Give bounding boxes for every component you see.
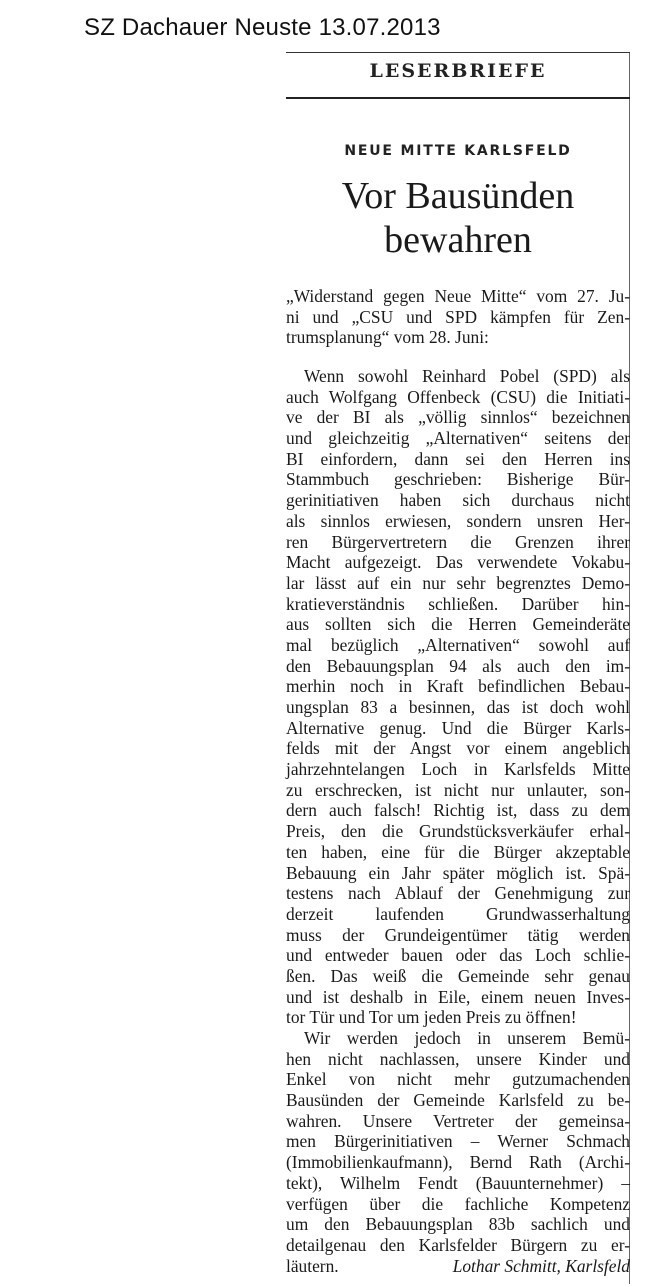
author-signature: Lothar Schmitt, Karlsfeld: [452, 1255, 630, 1276]
article-headline: [286, 174, 630, 262]
body-line: derzeit laufenden Grundwasserhaltung: [286, 903, 630, 924]
body-line: verfügen über die fachliche Kompetenz: [286, 1193, 630, 1214]
reference-paragraph: [286, 286, 630, 348]
closing-word: läutern.: [286, 1255, 339, 1276]
body-line: lar lässt auf ein nur sehr begrenztes Demo-: [286, 572, 630, 593]
body-line: als sinnlos erwiesen, sondern unsren Her-: [286, 510, 630, 531]
reference-line: „Widerstand gegen Neue Mitte“ vom 27. Ju-: [286, 286, 630, 306]
body-line: und gleichzeitig „Alternativen“ seitens der: [286, 428, 630, 449]
body-line: Alternative genug. Und die Bürger Karls-: [286, 717, 630, 738]
body-line: mal bezüglich „Alternativen“ sowohl auf: [286, 634, 630, 655]
article-kicker: NEUE MITTE KARLSFELD: [344, 143, 572, 159]
body-line: testens nach Ablauf der Genehmigung zur: [286, 883, 630, 904]
body-line: ungsplan 83 a besinnen, das ist doch wohl: [286, 697, 630, 717]
body-line: merhin noch in Kraft befindlichen Bebau-: [286, 676, 630, 697]
body-line: tekt), Wilhelm Fendt (Bauunternehmer) –: [286, 1172, 630, 1193]
body-line: Wir werden jedoch in unserem Bemü-: [304, 1028, 630, 1048]
body-line: ren Bürgervertretern die Grenzen ihrer: [286, 531, 630, 552]
body-line: ve der BI als „völlig sinnlos“ bezeichnen: [286, 407, 630, 428]
body-line: felds mit der Angst vor einem angeblich: [286, 738, 630, 759]
body-line: gerinitiativen haben sich durchaus nicht: [286, 490, 630, 511]
closing-line: [286, 1256, 630, 1277]
body-line: jahrzehntelangen Loch in Karlsfelds Mitte: [286, 759, 630, 780]
body-line: (Immobilienkaufmann), Bernd Rath (Archi-: [286, 1152, 630, 1173]
headline-line: Vor Bausünden: [341, 175, 575, 217]
reference-line: trumsplanung“ vom 28. Juni:: [286, 327, 489, 348]
body-line: ßen. Das weiß die Gemeinde sehr genau: [286, 965, 630, 986]
body-line: dern auch falsch! Richtig ist, dass zu dem: [286, 800, 630, 821]
headline-line: bewahren: [384, 219, 532, 261]
body-line: tor Tür und Tor um jeden Preis zu öffnen!: [286, 1007, 577, 1028]
body-line: ten haben, eine für die Bürger akzeptable: [286, 841, 630, 862]
body-line: hen nicht nachlassen, unsere Kinder und: [286, 1048, 630, 1069]
letter-body: [286, 366, 630, 1276]
body-line: BI einfordern, dann sei den Herren ins: [286, 448, 630, 469]
reference-line: ni und „CSU und SPD kämpfen für Zen-: [286, 306, 630, 327]
body-line: kratieverständnis schließen. Darüber hin-: [286, 593, 630, 614]
body-line: Macht aufgezeigt. Das verwendete Vokabu-: [286, 552, 630, 573]
body-line: muss der Grundeigentümer tätig werden: [286, 924, 630, 945]
newspaper-source-label: SZ Dachauer Neuste 13.07.2013: [84, 14, 441, 41]
body-line: Enkel von nicht mehr gutzumachenden: [286, 1069, 630, 1090]
body-line: und ist deshalb in Eile, einem neuen Inves-: [286, 986, 630, 1007]
body-line: men Bürgerinitiativen – Werner Schmach: [286, 1131, 630, 1152]
body-line: Bausünden der Gemeinde Karlsfeld zu be-: [286, 1090, 630, 1111]
body-line: zu erschrecken, ist nicht nur unlauter, son-: [286, 779, 630, 800]
body-line: Stammbuch geschrieben: Bisherige Bür-: [286, 469, 630, 490]
body-line: Bebauung ein Jahr später möglich ist. Spä-: [286, 862, 630, 883]
body-line: den Bebauungsplan 94 als auch den im-: [286, 655, 630, 676]
section-rule-top: [286, 52, 630, 53]
body-line: auch Wolfgang Offenbeck (CSU) die Initiati-: [286, 386, 630, 407]
body-line: detailgenau den Karlsfelder Bürgern zu er-: [286, 1234, 630, 1255]
section-rule-bottom: [286, 97, 630, 99]
section-title: LESERBRIEFE: [369, 60, 547, 82]
body-line: Wenn sowohl Reinhard Pobel (SPD) als: [304, 366, 630, 386]
body-line: und entweder bauen oder das Loch schlie-: [286, 945, 630, 966]
body-line: Preis, den die Grundstücksverkäufer erhal-: [286, 821, 630, 842]
body-line: aus sollten sich die Herren Gemeinderäte: [286, 614, 630, 635]
body-line: um den Bebauungsplan 83b sachlich und: [286, 1214, 630, 1235]
body-line: wahren. Unsere Vertreter der gemeinsa-: [286, 1110, 630, 1131]
